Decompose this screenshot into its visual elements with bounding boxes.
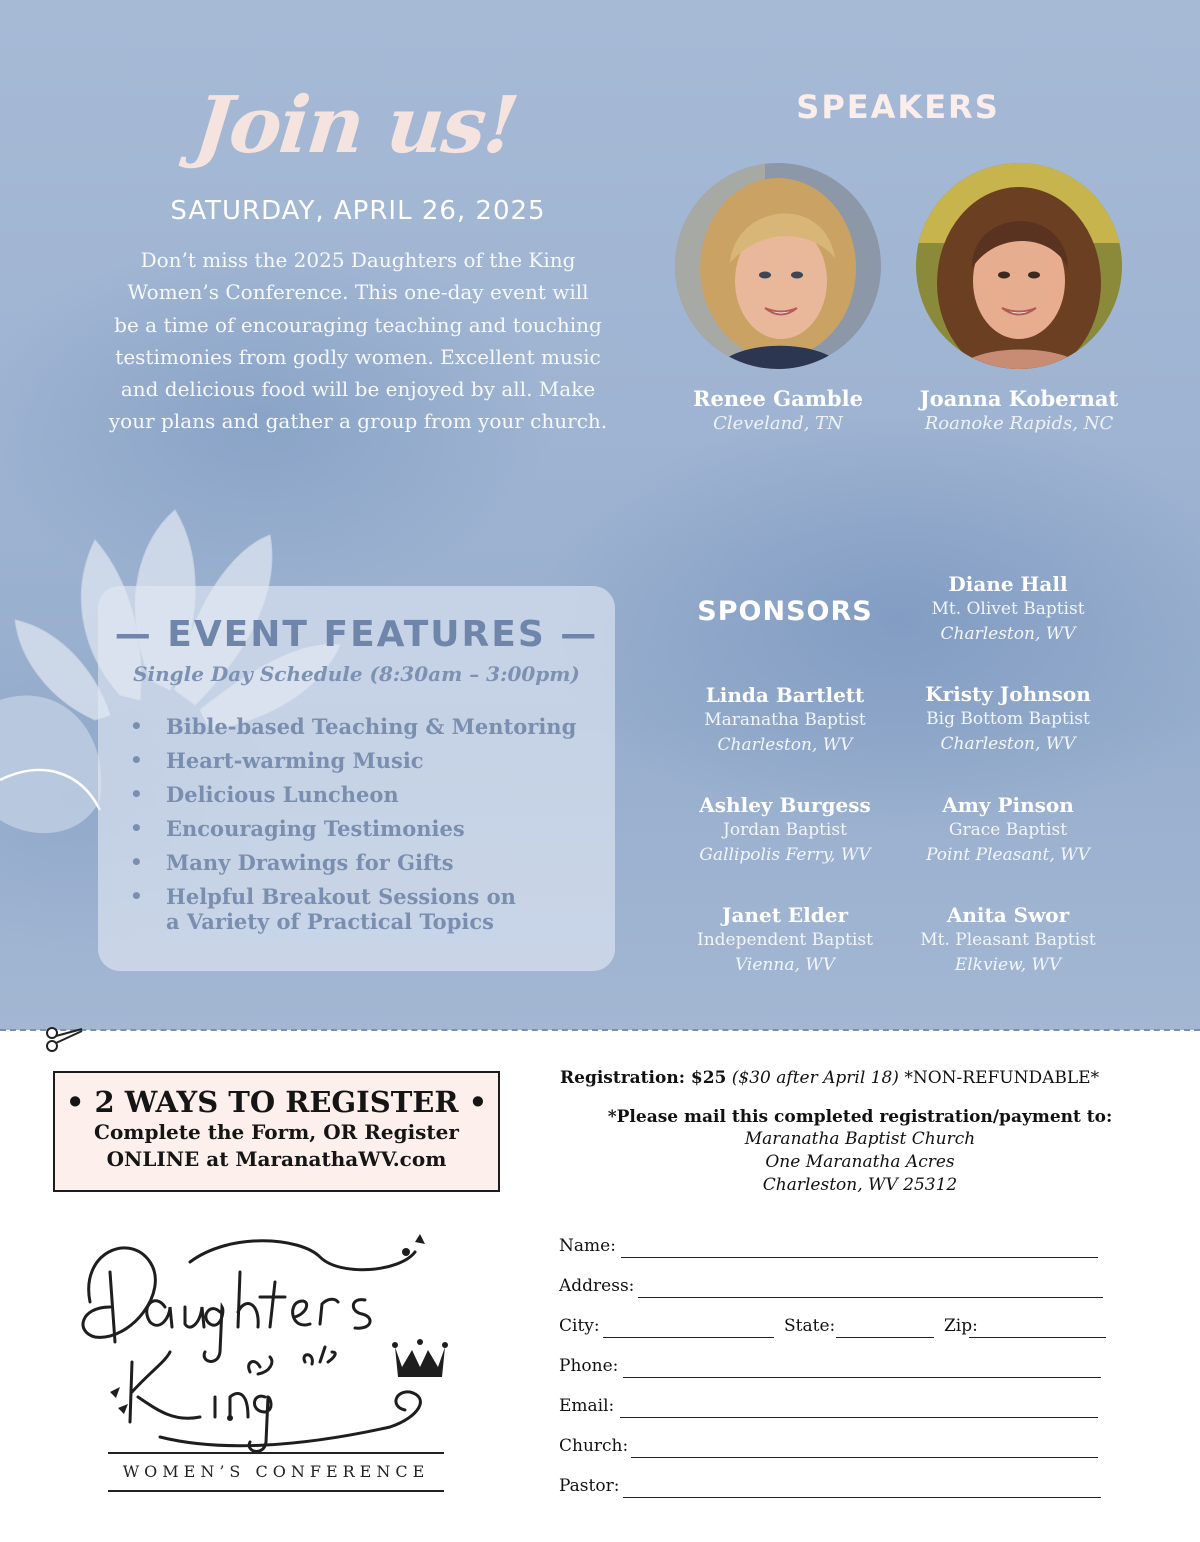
sponsor-church: Maranatha Baptist <box>704 710 866 730</box>
sponsor-location: Point Pleasant, WV <box>926 845 1090 865</box>
form-row-pastor <box>559 1476 1102 1500</box>
sponsor-location: Elkview, WV <box>954 955 1062 975</box>
speaker-photo-renee-gamble <box>675 163 881 369</box>
address-field[interactable] <box>638 1297 1103 1298</box>
sponsor-location: Vienna, WV <box>734 955 836 975</box>
form-row-city-state-zip <box>559 1316 1107 1340</box>
sponsor-church: Mt. Pleasant Baptist <box>920 930 1096 950</box>
zip-label: Zip: <box>944 1316 978 1336</box>
mail-address-line: Charleston, WV 25312 <box>762 1175 958 1195</box>
logo-top-rule <box>108 1452 444 1454</box>
church-field[interactable] <box>631 1457 1098 1458</box>
sponsor-card <box>888 903 1128 978</box>
sponsor-church: Grace Baptist <box>948 820 1068 840</box>
sponsor-name: Linda Bartlett <box>705 683 865 707</box>
event-date: SATURDAY, APRIL 26, 2025 <box>170 196 546 226</box>
intro-line: be a time of encouraging teaching and touching <box>114 312 602 337</box>
join-us-title: Join us! <box>190 80 522 171</box>
bullet-icon: • <box>130 850 143 874</box>
sponsor-location: Charleston, WV <box>940 624 1076 644</box>
form-row-name <box>559 1236 1099 1260</box>
state-field[interactable] <box>836 1337 934 1338</box>
mail-address-line: One Maranatha Acres <box>765 1152 955 1172</box>
bullet-icon: • <box>130 884 143 908</box>
sponsor-card <box>665 903 905 978</box>
scissors-icon <box>44 1025 84 1053</box>
intro-line: your plans and gather a group from your church. <box>108 409 608 434</box>
speaker-photo-joanna-kobernat <box>916 163 1122 369</box>
logo-bottom-rule <box>108 1490 444 1492</box>
logo-caption: WOMEN’S CONFERENCE <box>122 1462 430 1481</box>
pastor-label: Pastor: <box>559 1476 620 1496</box>
sponsor-name: Amy Pinson <box>942 793 1074 817</box>
bullet-icon: • <box>130 748 143 772</box>
sponsor-card <box>665 793 905 868</box>
intro-line: and delicious food will be enjoyed by all. Make <box>120 377 596 402</box>
bullet-icon: • <box>130 714 143 738</box>
name-label: Name: <box>559 1236 616 1256</box>
address-label: Address: <box>559 1276 635 1296</box>
phone-label: Phone: <box>559 1356 619 1376</box>
intro-line: testimonies from godly women. Excellent music <box>115 344 601 369</box>
city-label: City: <box>559 1316 600 1336</box>
zip-field[interactable] <box>969 1337 1106 1338</box>
speakers-heading: SPEAKERS <box>796 88 1000 126</box>
speaker-location: Cleveland, TN <box>713 413 843 434</box>
registration-fee <box>560 1068 1160 1088</box>
speaker-portrait-brunette-icon <box>916 163 1122 369</box>
sponsor-name: Ashley Burgess <box>699 793 871 817</box>
sponsor-location: Charleston, WV <box>940 734 1076 754</box>
mail-instructions: *Please mail this completed registration/payment to: <box>607 1107 1113 1127</box>
event-features-list <box>130 714 600 943</box>
phone-field[interactable] <box>623 1377 1101 1378</box>
intro-line: Women’s Conference. This one-day event will <box>127 280 589 305</box>
sponsor-card <box>888 682 1128 757</box>
speaker-location: Roanoke Rapids, NC <box>924 413 1114 434</box>
pastor-field[interactable] <box>623 1497 1101 1498</box>
intro-paragraph <box>70 244 646 438</box>
speaker-name: Renee Gamble <box>693 386 863 411</box>
feature-item: • Helpful Breakout Sessions on a Variety of Practical Topics <box>130 884 516 934</box>
sponsor-church: Independent Baptist <box>697 930 873 950</box>
sponsor-church: Jordan Baptist <box>723 820 847 840</box>
sponsor-name: Anita Swor <box>946 903 1070 927</box>
register-ways-box <box>53 1071 500 1192</box>
mailing-address-block <box>560 1106 1160 1197</box>
sponsor-church: Mt. Olivet Baptist <box>931 599 1085 619</box>
cut-line <box>0 1029 1200 1031</box>
speaker-portrait-blonde-icon <box>675 163 881 369</box>
register-title: • 2 WAYS TO REGISTER • <box>65 1085 488 1119</box>
feature-item: • Bible-based Teaching & Mentoring <box>130 714 577 739</box>
form-row-phone <box>559 1356 1102 1380</box>
sponsor-name: Diane Hall <box>948 572 1068 596</box>
bullet-icon: • <box>130 782 143 806</box>
sponsor-location: Gallipolis Ferry, WV <box>699 845 871 865</box>
feature-item: • Heart-warming Music <box>130 748 424 773</box>
mail-address-line: Maranatha Baptist Church <box>744 1129 976 1149</box>
registration-late-fee: ($30 after April 18) <box>731 1068 899 1088</box>
speaker-name: Joanna Kobernat <box>919 386 1119 411</box>
form-row-email <box>559 1396 1099 1420</box>
register-online-line[interactable]: ONLINE at MaranathaWV.com <box>106 1147 447 1171</box>
sponsor-card <box>888 793 1128 868</box>
city-field[interactable] <box>603 1337 774 1338</box>
sponsors-heading: SPONSORS <box>697 596 873 627</box>
name-field[interactable] <box>621 1257 1098 1258</box>
state-label: State: <box>784 1316 836 1336</box>
intro-line: Don’t miss the 2025 Daughters of the King <box>140 248 576 272</box>
bullet-icon: • <box>130 816 143 840</box>
register-line: Complete the Form, OR Register <box>94 1120 459 1144</box>
sponsor-location: Charleston, WV <box>717 735 853 755</box>
form-row-address <box>559 1276 1104 1300</box>
sponsor-card <box>888 572 1128 647</box>
feature-item: • Many Drawings for Gifts <box>130 850 454 875</box>
event-features-heading: — EVENT FEATURES — <box>114 614 599 655</box>
registration-fee-label: Registration: $25 <box>560 1068 727 1088</box>
sponsor-church: Big Bottom Baptist <box>926 709 1090 729</box>
feature-item: • Encouraging Testimonies <box>130 816 465 841</box>
email-label: Email: <box>559 1396 615 1416</box>
sponsor-name: Kristy Johnson <box>925 682 1091 706</box>
form-row-church <box>559 1436 1099 1460</box>
sponsor-card <box>665 683 905 758</box>
registration-note: *NON-REFUNDABLE* <box>904 1068 1100 1088</box>
feature-item: • Delicious Luncheon <box>130 782 399 807</box>
sponsor-name: Janet Elder <box>722 903 848 927</box>
church-label: Church: <box>559 1436 629 1456</box>
event-schedule: Single Day Schedule (8:30am – 3:00pm) <box>133 662 580 686</box>
email-field[interactable] <box>620 1417 1098 1418</box>
event-features-box <box>98 586 615 971</box>
